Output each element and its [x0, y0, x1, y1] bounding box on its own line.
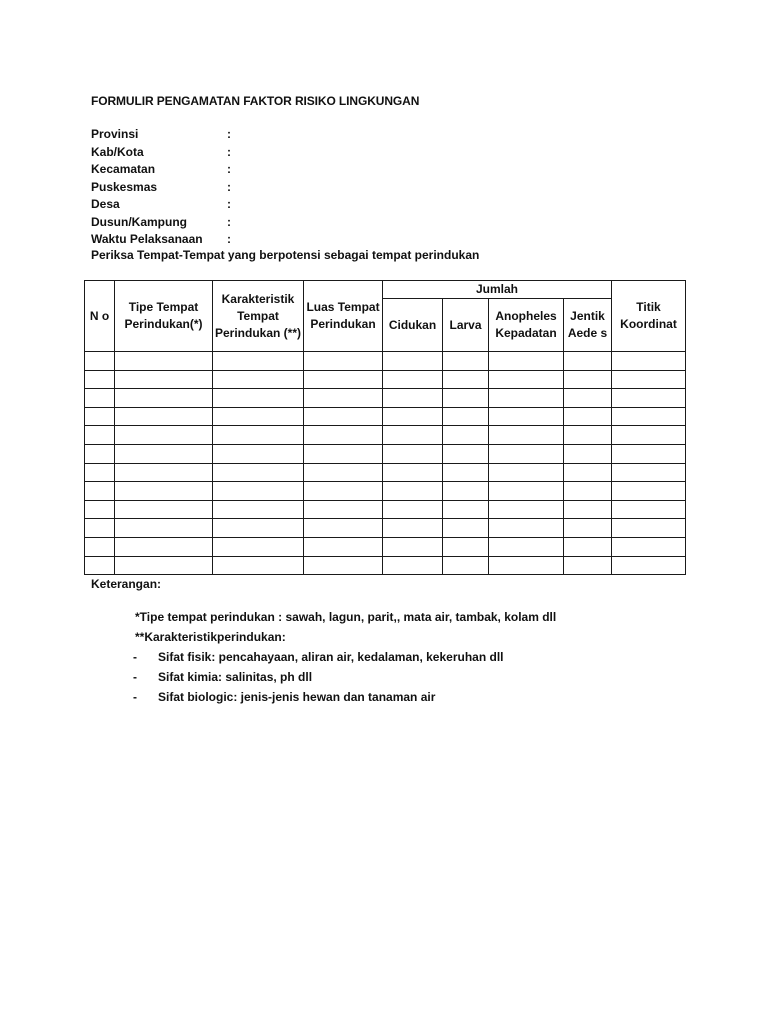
- table-cell[interactable]: [612, 556, 686, 575]
- note-bullet: [91, 670, 651, 690]
- table-cell[interactable]: [489, 463, 564, 482]
- table-cell[interactable]: [443, 463, 489, 482]
- field-puskesmas: [91, 180, 491, 198]
- table-cell[interactable]: [213, 407, 304, 426]
- table-row: [85, 426, 686, 445]
- bullet-dash: -: [133, 690, 137, 704]
- table-cell[interactable]: [564, 370, 612, 389]
- table-cell[interactable]: [612, 352, 686, 371]
- note-bullet: [91, 650, 651, 670]
- table-cell[interactable]: [443, 519, 489, 538]
- table-cell[interactable]: [612, 500, 686, 519]
- table-cell[interactable]: [115, 370, 213, 389]
- field-label: Puskesmas: [91, 179, 158, 194]
- table-cell[interactable]: [564, 463, 612, 482]
- table-cell[interactable]: [489, 370, 564, 389]
- table-cell[interactable]: [115, 519, 213, 538]
- table-cell[interactable]: [115, 556, 213, 575]
- notes-section: [91, 610, 651, 710]
- table-cell[interactable]: [612, 370, 686, 389]
- table-cell[interactable]: [115, 352, 213, 371]
- table-cell[interactable]: [383, 407, 443, 426]
- table-cell[interactable]: [213, 389, 304, 408]
- table-row: [85, 389, 686, 408]
- table-cell[interactable]: [304, 444, 383, 463]
- table-cell[interactable]: [213, 426, 304, 445]
- note-karakteristik: [91, 630, 651, 650]
- table-cell[interactable]: [564, 389, 612, 408]
- table-cell[interactable]: [213, 556, 304, 575]
- field-colon: :: [227, 179, 231, 194]
- field-colon: :: [227, 162, 231, 176]
- table-cell[interactable]: [489, 389, 564, 408]
- field-label: Kab/Kota: [91, 144, 144, 159]
- table-row: [85, 482, 686, 501]
- table-cell[interactable]: [612, 407, 686, 426]
- table-cell[interactable]: [304, 463, 383, 482]
- table-cell[interactable]: [443, 444, 489, 463]
- table-cell[interactable]: [115, 482, 213, 501]
- instruction-text: Periksa Tempat-Tempat yang berpotensi sebagai tempat perindukan: [91, 248, 480, 262]
- header-anopheles: Anopheles Kepadatan: [489, 299, 564, 352]
- table-cell[interactable]: [304, 407, 383, 426]
- field-kab-kota: [91, 145, 491, 163]
- header-tipe-tempat: Tipe Tempat Perindukan(*): [115, 281, 213, 352]
- table-cell[interactable]: [564, 500, 612, 519]
- header-larva: Larva: [443, 299, 489, 352]
- table-cell[interactable]: [85, 370, 115, 389]
- bullet-dash: -: [133, 650, 137, 664]
- note-bullet: [91, 690, 651, 710]
- header-karakteristik: Karakteristik Tempat Perindukan (**): [213, 281, 304, 352]
- table-row: [85, 556, 686, 575]
- table-cell[interactable]: [564, 556, 612, 575]
- bullet-text: Sifat fisik: pencahayaan, aliran air, kedalaman, kekeruhan dll: [158, 650, 504, 664]
- note-text: *Tipe tempat perindukan : sawah, lagun, parit,, mata air, tambak, kolam dll: [135, 610, 557, 624]
- table-cell[interactable]: [612, 519, 686, 538]
- table-cell[interactable]: [443, 426, 489, 445]
- table-cell[interactable]: [115, 444, 213, 463]
- table-cell[interactable]: [85, 482, 115, 501]
- table-cell[interactable]: [612, 482, 686, 501]
- table-cell[interactable]: [115, 426, 213, 445]
- table-cell[interactable]: [85, 463, 115, 482]
- table-cell[interactable]: [115, 407, 213, 426]
- field-colon: :: [227, 214, 231, 229]
- table-cell[interactable]: [443, 537, 489, 556]
- table-cell[interactable]: [443, 556, 489, 575]
- field-colon: :: [227, 127, 231, 141]
- table-cell[interactable]: [85, 426, 115, 445]
- table-row: [85, 500, 686, 519]
- header-jumlah: Jumlah: [383, 281, 612, 299]
- table-cell[interactable]: [213, 352, 304, 371]
- table-cell[interactable]: [443, 370, 489, 389]
- field-colon: :: [227, 144, 231, 159]
- table-cell[interactable]: [383, 389, 443, 408]
- header-cidukan: Cidukan: [383, 299, 443, 352]
- table-cell[interactable]: [383, 482, 443, 501]
- table-cell[interactable]: [564, 482, 612, 501]
- table-cell[interactable]: [383, 500, 443, 519]
- table-cell[interactable]: [304, 556, 383, 575]
- observation-table: [84, 280, 686, 575]
- table-cell[interactable]: [85, 556, 115, 575]
- field-dusun-kampung: [91, 215, 491, 233]
- table-cell[interactable]: [213, 519, 304, 538]
- table-cell[interactable]: [443, 500, 489, 519]
- table-cell[interactable]: [564, 426, 612, 445]
- table-cell[interactable]: [383, 426, 443, 445]
- field-label: Kecamatan: [91, 162, 156, 176]
- table-cell[interactable]: [612, 389, 686, 408]
- bullet-dash: -: [133, 670, 137, 684]
- table-cell[interactable]: [115, 463, 213, 482]
- field-label: Waktu Pelaksanaan: [91, 232, 203, 246]
- table-cell[interactable]: [612, 444, 686, 463]
- table-cell[interactable]: [489, 426, 564, 445]
- table-cell[interactable]: [213, 537, 304, 556]
- table-cell[interactable]: [85, 519, 115, 538]
- header-jentik-aedes: Jentik Aede s: [564, 299, 612, 352]
- table-row: [85, 463, 686, 482]
- table-cell[interactable]: [304, 426, 383, 445]
- bullet-text: Sifat biologic: jenis-jenis hewan dan tanaman air: [158, 690, 436, 704]
- form-title: FORMULIR PENGAMATAN FAKTOR RISIKO LINGKUNGAN: [91, 94, 420, 108]
- table-cell[interactable]: [85, 444, 115, 463]
- table-cell[interactable]: [564, 407, 612, 426]
- table-row: [85, 519, 686, 538]
- table-cell[interactable]: [85, 407, 115, 426]
- table-cell[interactable]: [564, 519, 612, 538]
- table-cell[interactable]: [85, 500, 115, 519]
- table-cell[interactable]: [443, 482, 489, 501]
- bullet-text: Sifat kimia: salinitas, ph dll: [158, 670, 313, 684]
- table-row: [85, 352, 686, 371]
- table-cell[interactable]: [383, 444, 443, 463]
- table-cell[interactable]: [443, 352, 489, 371]
- table-cell[interactable]: [383, 519, 443, 538]
- table-cell[interactable]: [85, 389, 115, 408]
- field-label: Dusun/Kampung: [91, 214, 187, 229]
- table-cell[interactable]: [213, 500, 304, 519]
- table-cell[interactable]: [564, 444, 612, 463]
- keterangan-label: Keterangan:: [91, 577, 162, 591]
- table-cell[interactable]: [612, 463, 686, 482]
- table-cell[interactable]: [489, 352, 564, 371]
- field-kecamatan: [91, 162, 491, 180]
- table-cell[interactable]: [443, 407, 489, 426]
- table-cell[interactable]: [115, 500, 213, 519]
- table-cell[interactable]: [489, 500, 564, 519]
- table-cell[interactable]: [304, 519, 383, 538]
- field-label: Desa: [91, 197, 120, 211]
- table-cell[interactable]: [304, 352, 383, 371]
- table-row: [85, 370, 686, 389]
- note-text: **Karakteristikperindukan:: [135, 630, 286, 644]
- header-luas-tempat: Luas Tempat Perindukan: [304, 281, 383, 352]
- field-waktu-pelaksanaan: [91, 232, 491, 250]
- table-cell[interactable]: [304, 370, 383, 389]
- table-cell[interactable]: [383, 537, 443, 556]
- field-label: Provinsi: [91, 127, 139, 141]
- table-cell[interactable]: [213, 444, 304, 463]
- table-cell[interactable]: [115, 537, 213, 556]
- table-cell[interactable]: [612, 537, 686, 556]
- table-cell[interactable]: [304, 482, 383, 501]
- field-colon: :: [227, 197, 231, 211]
- table-cell[interactable]: [564, 537, 612, 556]
- header-titik-koordinat: Titik Koordinat: [612, 281, 686, 352]
- table-cell[interactable]: [213, 482, 304, 501]
- table-cell[interactable]: [85, 537, 115, 556]
- table-cell[interactable]: [383, 556, 443, 575]
- table-body: [85, 352, 686, 575]
- table-cell[interactable]: [489, 556, 564, 575]
- table-cell[interactable]: [612, 426, 686, 445]
- table-cell[interactable]: [115, 389, 213, 408]
- table-cell[interactable]: [85, 352, 115, 371]
- field-colon: :: [227, 232, 231, 246]
- field-desa: [91, 197, 491, 215]
- field-provinsi: [91, 127, 491, 145]
- table-cell[interactable]: [383, 370, 443, 389]
- table-row: [85, 537, 686, 556]
- table-cell[interactable]: [443, 389, 489, 408]
- table-cell[interactable]: [489, 537, 564, 556]
- table-cell[interactable]: [489, 519, 564, 538]
- table-cell[interactable]: [489, 444, 564, 463]
- table-cell[interactable]: [304, 500, 383, 519]
- table-cell[interactable]: [383, 463, 443, 482]
- table-row: [85, 407, 686, 426]
- table-cell[interactable]: [489, 482, 564, 501]
- table-cell[interactable]: [383, 352, 443, 371]
- table-row: [85, 444, 686, 463]
- header-no: N o: [85, 281, 115, 352]
- table-cell[interactable]: [213, 463, 304, 482]
- table-cell[interactable]: [304, 537, 383, 556]
- table-cell[interactable]: [564, 352, 612, 371]
- identity-fields: [91, 127, 491, 250]
- table-cell[interactable]: [304, 389, 383, 408]
- table-cell[interactable]: [489, 407, 564, 426]
- table-cell[interactable]: [213, 370, 304, 389]
- note-tipe: [91, 610, 651, 630]
